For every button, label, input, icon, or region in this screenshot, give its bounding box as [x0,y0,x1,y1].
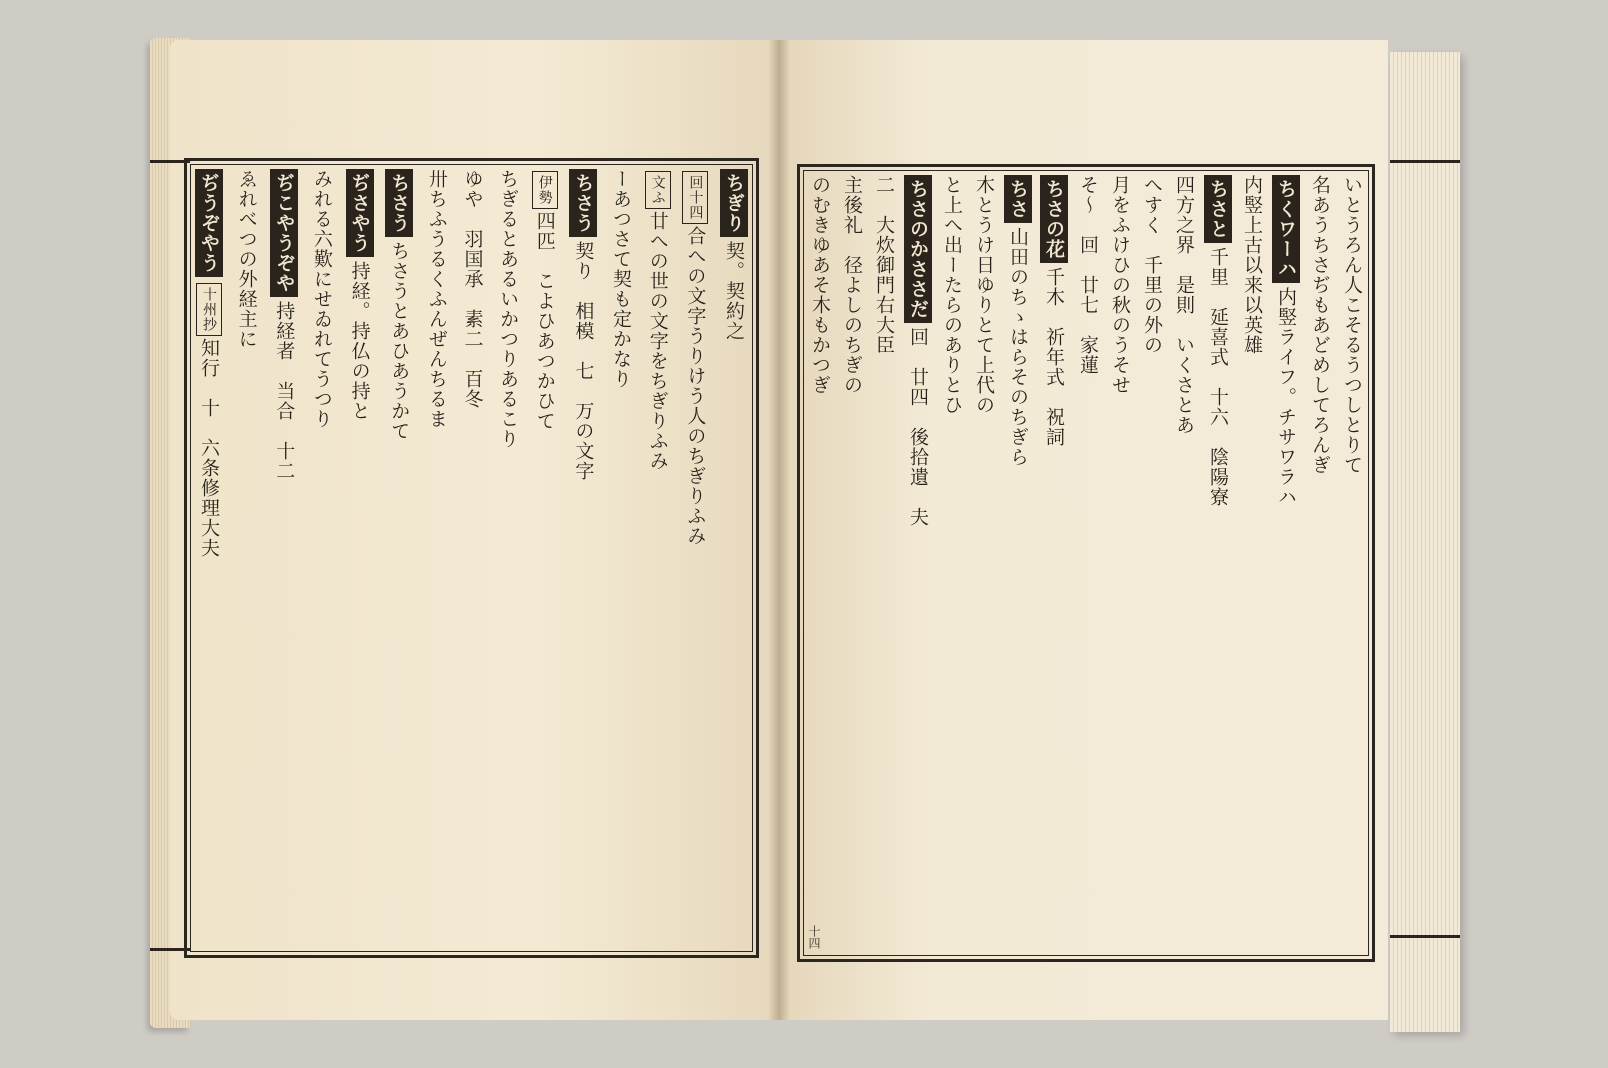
column-text: 内竪上古以来以英雄 [1241,175,1263,355]
entry-headword: ちくワーハ [1272,175,1300,283]
text-column [609,169,633,947]
text-column [972,175,996,951]
text-column [840,175,864,951]
text-column [195,169,223,947]
column-text: 卅ちふうるくふんぜんちるま [425,169,448,429]
text-column [1172,175,1196,951]
entry-headword: ちさう [569,169,597,237]
column-text: 内竪ライフ。チサワラハ [1275,287,1297,507]
text-column [1076,175,1100,951]
column-text: 持経者 当合 十二 [273,301,296,481]
text-column [460,169,484,947]
binding-thread-right-bottom [1390,935,1460,938]
column-text: 持経。持仏の持と [348,261,371,421]
book-gutter [768,40,790,1020]
entry-headword: ぢうぞやう [195,169,223,277]
text-column [496,169,520,947]
entry-headword: ちさと [1204,175,1232,243]
entry-headword: ちさう [385,169,413,237]
column-text: 二 大炊御門右大臣 [873,175,895,355]
text-column [532,169,558,947]
text-column [1240,175,1264,951]
column-text: 知行 十 六条修理大夫 [198,338,220,558]
source-citation: 十州抄 [196,283,222,336]
column-text: ちぎるとあるいかつりあるこり [497,169,520,449]
left-text-columns [195,169,748,947]
source-citation: 回十四 [682,171,708,224]
column-text: 主後礼 径よしのちぎの [841,175,863,395]
right-page-edges [1390,52,1460,1032]
text-column [1272,175,1300,951]
entry-headword: ちさのかささだ [904,175,932,323]
column-text: 月をふけひの秋のうそせ [1109,175,1131,395]
binding-thread-right-top [1390,160,1460,163]
text-column [310,169,334,947]
column-text: いとうろん人こそるうつしとりて [1341,175,1363,475]
column-text: 四方之界 是則 いくさとあ [1173,175,1195,435]
column-text: ちさうとあひあうかて [388,241,411,441]
column-text: 回 廿四 後拾遺 夫 [907,327,929,527]
column-text: と上へ出ーたらのありとひ [941,175,963,415]
column-text: ーあつさて契も定かなり [610,169,633,389]
source-citation: 文ふ [645,171,671,209]
column-text: そ〜 回 廿七 家蓮 [1077,175,1099,375]
entry-headword: ちさ [1004,175,1032,223]
column-text: 木とうけ日ゆりとて上代の [973,175,995,415]
text-column [1140,175,1164,951]
column-text: 契り 相模 七 万の文字 [572,241,595,481]
column-text: ゆや 羽国承 素二 百冬 [461,169,484,409]
entry-headword: ぢこやうぞや [270,169,298,297]
left-text-frame [184,158,759,958]
column-text: 契。契約之 [722,241,745,341]
column-text: 千木 祈年式 祝詞 [1043,267,1065,447]
text-column [904,175,932,951]
column-text: 名あうちさぢもあどめしてろんぎ [1309,175,1331,475]
column-text: へすく 千里の外の [1141,175,1163,355]
text-column [645,169,671,947]
right-text-frame [797,164,1375,962]
text-column [720,169,748,947]
text-column [235,169,259,947]
text-column [385,169,413,947]
open-book [150,30,1460,1040]
column-text: 山田のちゝはらそのちぎら [1007,227,1029,467]
column-text: 廿への世の文字をちぎりふみ [646,211,669,471]
entry-headword: ちぎり [720,169,748,237]
text-column [346,169,374,947]
text-column [270,169,298,947]
text-column [569,169,597,947]
column-text: みれる六歎にせゐれてうつり [310,169,333,429]
entry-headword: ちさの花 [1040,175,1068,263]
column-text: 四匹 こよひあつかひて [533,211,556,431]
text-column [808,175,832,951]
column-text: ゑれべつの外経主に [235,169,258,349]
text-column [1204,175,1232,951]
text-column [1308,175,1332,951]
text-column [940,175,964,951]
text-column [1108,175,1132,951]
right-text-columns [808,175,1364,951]
source-citation: 伊勢 [532,171,558,209]
text-column [1040,175,1068,951]
text-column [1004,175,1032,951]
column-text: 合への文字うりけう人のちぎりふみ [684,226,707,546]
text-column [1340,175,1364,951]
text-column [425,169,449,947]
entry-headword: ぢさやう [346,169,374,257]
text-column [872,175,896,951]
text-column [682,169,708,947]
folio-number: 十四 [807,925,821,949]
column-text: のむきゆあそ木もかつぎ [809,175,831,395]
column-text: 千里 延喜式 十六 陰陽寮 [1207,247,1229,507]
